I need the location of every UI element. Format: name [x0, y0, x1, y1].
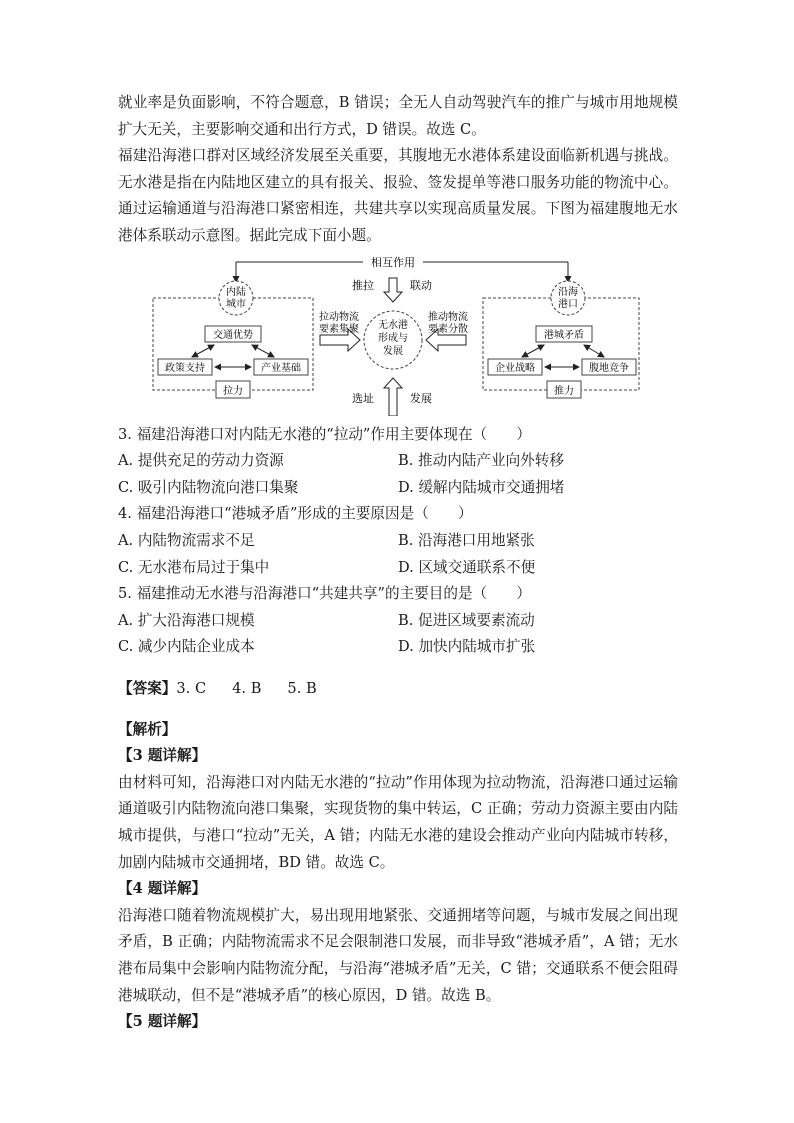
link-label: 联动	[410, 278, 432, 292]
left-arrow-line2: 要素集聚	[319, 323, 359, 335]
push-label: 推拉	[352, 278, 374, 292]
push-arrow	[384, 278, 402, 302]
question-5-option-d: D. 加快内陆城市扩张	[398, 638, 536, 656]
answer-row	[118, 676, 678, 703]
hinterland-competition-label: 腹地竞争	[589, 362, 629, 374]
detail-5-label: 【5 题详解】	[118, 1013, 207, 1031]
question-3-option-a: A. 提供充足的劳动力资源	[118, 452, 284, 470]
left-arrow-line1: 拉动物流	[319, 311, 359, 323]
question-4-options	[118, 528, 678, 581]
document-page	[118, 90, 678, 1036]
intro-paragraph-1: 就业率是负面影响，不符合题意，B 错误；全无人自动驾驶汽车的推广与城市用地规模扩大无关，主要影响交通和出行方式，D 错误。故选 C。	[118, 94, 678, 138]
question-4-option-c: C. 无水港布局过于集中	[118, 558, 270, 576]
question-4-option-b: B. 沿海港口用地紧张	[398, 531, 535, 549]
intro-paragraph-2: 福建沿海港口群对区域经济发展至关重要，其腹地无水港体系建设面临新机遇与挑战。无水港是指在内陆地区建立的具有报关、报验、签发提单等港口服务功能的物流中心。通过运输通道与沿海港口紧密相连，共建共享以实现高质量发展。下图为福建腹地无水港体系联动示意图。据此完成下面小题。	[118, 147, 678, 244]
linkage-diagram	[118, 256, 678, 416]
question-3-options	[118, 448, 678, 501]
top-label: 相互作用	[371, 255, 415, 269]
coastal-port-line2: 港口	[558, 298, 578, 310]
answer-5: 5. B	[287, 679, 317, 697]
question-5-option-c: C. 减少内陆企业成本	[118, 638, 255, 656]
diagram-svg	[118, 256, 678, 416]
detail-4-label: 【4 题详解】	[118, 880, 207, 898]
detail-4-text: 沿海港口随着物流规模扩大，易出现用地紧张、交通拥堵等问题，与城市发展之间出现矛盾，B 正确；内陆物流需求不足会限制港口发展，而非导致“港城矛盾”，A 错；无水港布局集中会影响内陆物流分配，与沿海“港城矛盾”无关，C 错；交通联系不便会阻碍港城联动，但不是“港城矛盾”的核心原因，D 错。故选 B。	[118, 906, 678, 1004]
develop-label: 发展	[410, 391, 432, 405]
inland-city-line2: 城市	[226, 298, 246, 310]
answer-3: 3. C	[176, 679, 207, 697]
question-5-options	[118, 608, 678, 661]
question-5-stem: 5. 福建推动无水港与沿海港口“共建共享”的主要目的是（ ）	[118, 585, 531, 603]
coastal-port-line1: 沿海	[558, 286, 578, 298]
question-5-option-b: B. 促进区域要素流动	[398, 611, 535, 629]
center-line3: 发展	[383, 345, 403, 357]
site-label: 选址	[352, 391, 374, 405]
port-city-conflict-label: 港城矛盾	[544, 329, 584, 341]
right-arrow-line1: 推动物流	[428, 311, 468, 323]
analysis-label: 【解析】	[118, 720, 177, 738]
center-line2: 形成与	[378, 332, 408, 344]
policy-support-label: 政策支持	[165, 362, 205, 374]
enterprise-strategy-label: 企业战略	[495, 362, 535, 374]
detail-3-label: 【3 题详解】	[118, 747, 207, 765]
question-3-stem: 3. 福建沿海港口对内陆无水港的“拉动”作用主要体现在（ ）	[118, 425, 531, 443]
question-4-option-a: A. 内陆物流需求不足	[118, 531, 255, 549]
question-3-option-b: B. 推动内陆产业向外转移	[398, 452, 564, 470]
question-4-stem: 4. 福建沿海港口“港城矛盾”形成的主要原因是（ ）	[118, 505, 473, 523]
question-3-option-d: D. 缓解内陆城市交通拥堵	[398, 478, 565, 496]
answer-label: 【答案】	[118, 679, 177, 697]
site-arrow	[384, 378, 402, 416]
industry-base-label: 产业基础	[261, 362, 301, 374]
question-5-option-a: A. 扩大沿海港口规模	[118, 611, 255, 629]
push-force-label: 推力	[554, 385, 574, 397]
pull-force-label: 拉力	[223, 385, 243, 397]
inland-city-line1: 内陆	[226, 286, 246, 298]
detail-3-text: 由材料可知，沿海港口对内陆无水港的“拉动”作用体现为拉动物流，沿海港口通过运输通道吸引内陆物流向港口集聚，实现货物的集中转运，C 正确；劳动力资源主要由内陆城市提供，与港口“拉动”无关，A 错；内陆无水港的建设会推动产业向内陆城市转移，加剧内陆城市交通拥堵，BD 错。故选 C。	[118, 773, 678, 871]
answer-4: 4. B	[232, 679, 262, 697]
question-3-option-c: C. 吸引内陆物流向港口集聚	[118, 478, 299, 496]
question-4-option-d: D. 区域交通联系不便	[398, 558, 536, 576]
traffic-advantage-label: 交通优势	[213, 329, 253, 341]
right-arrow-line2: 要素分散	[428, 323, 468, 335]
center-line1: 无水港	[378, 319, 408, 331]
